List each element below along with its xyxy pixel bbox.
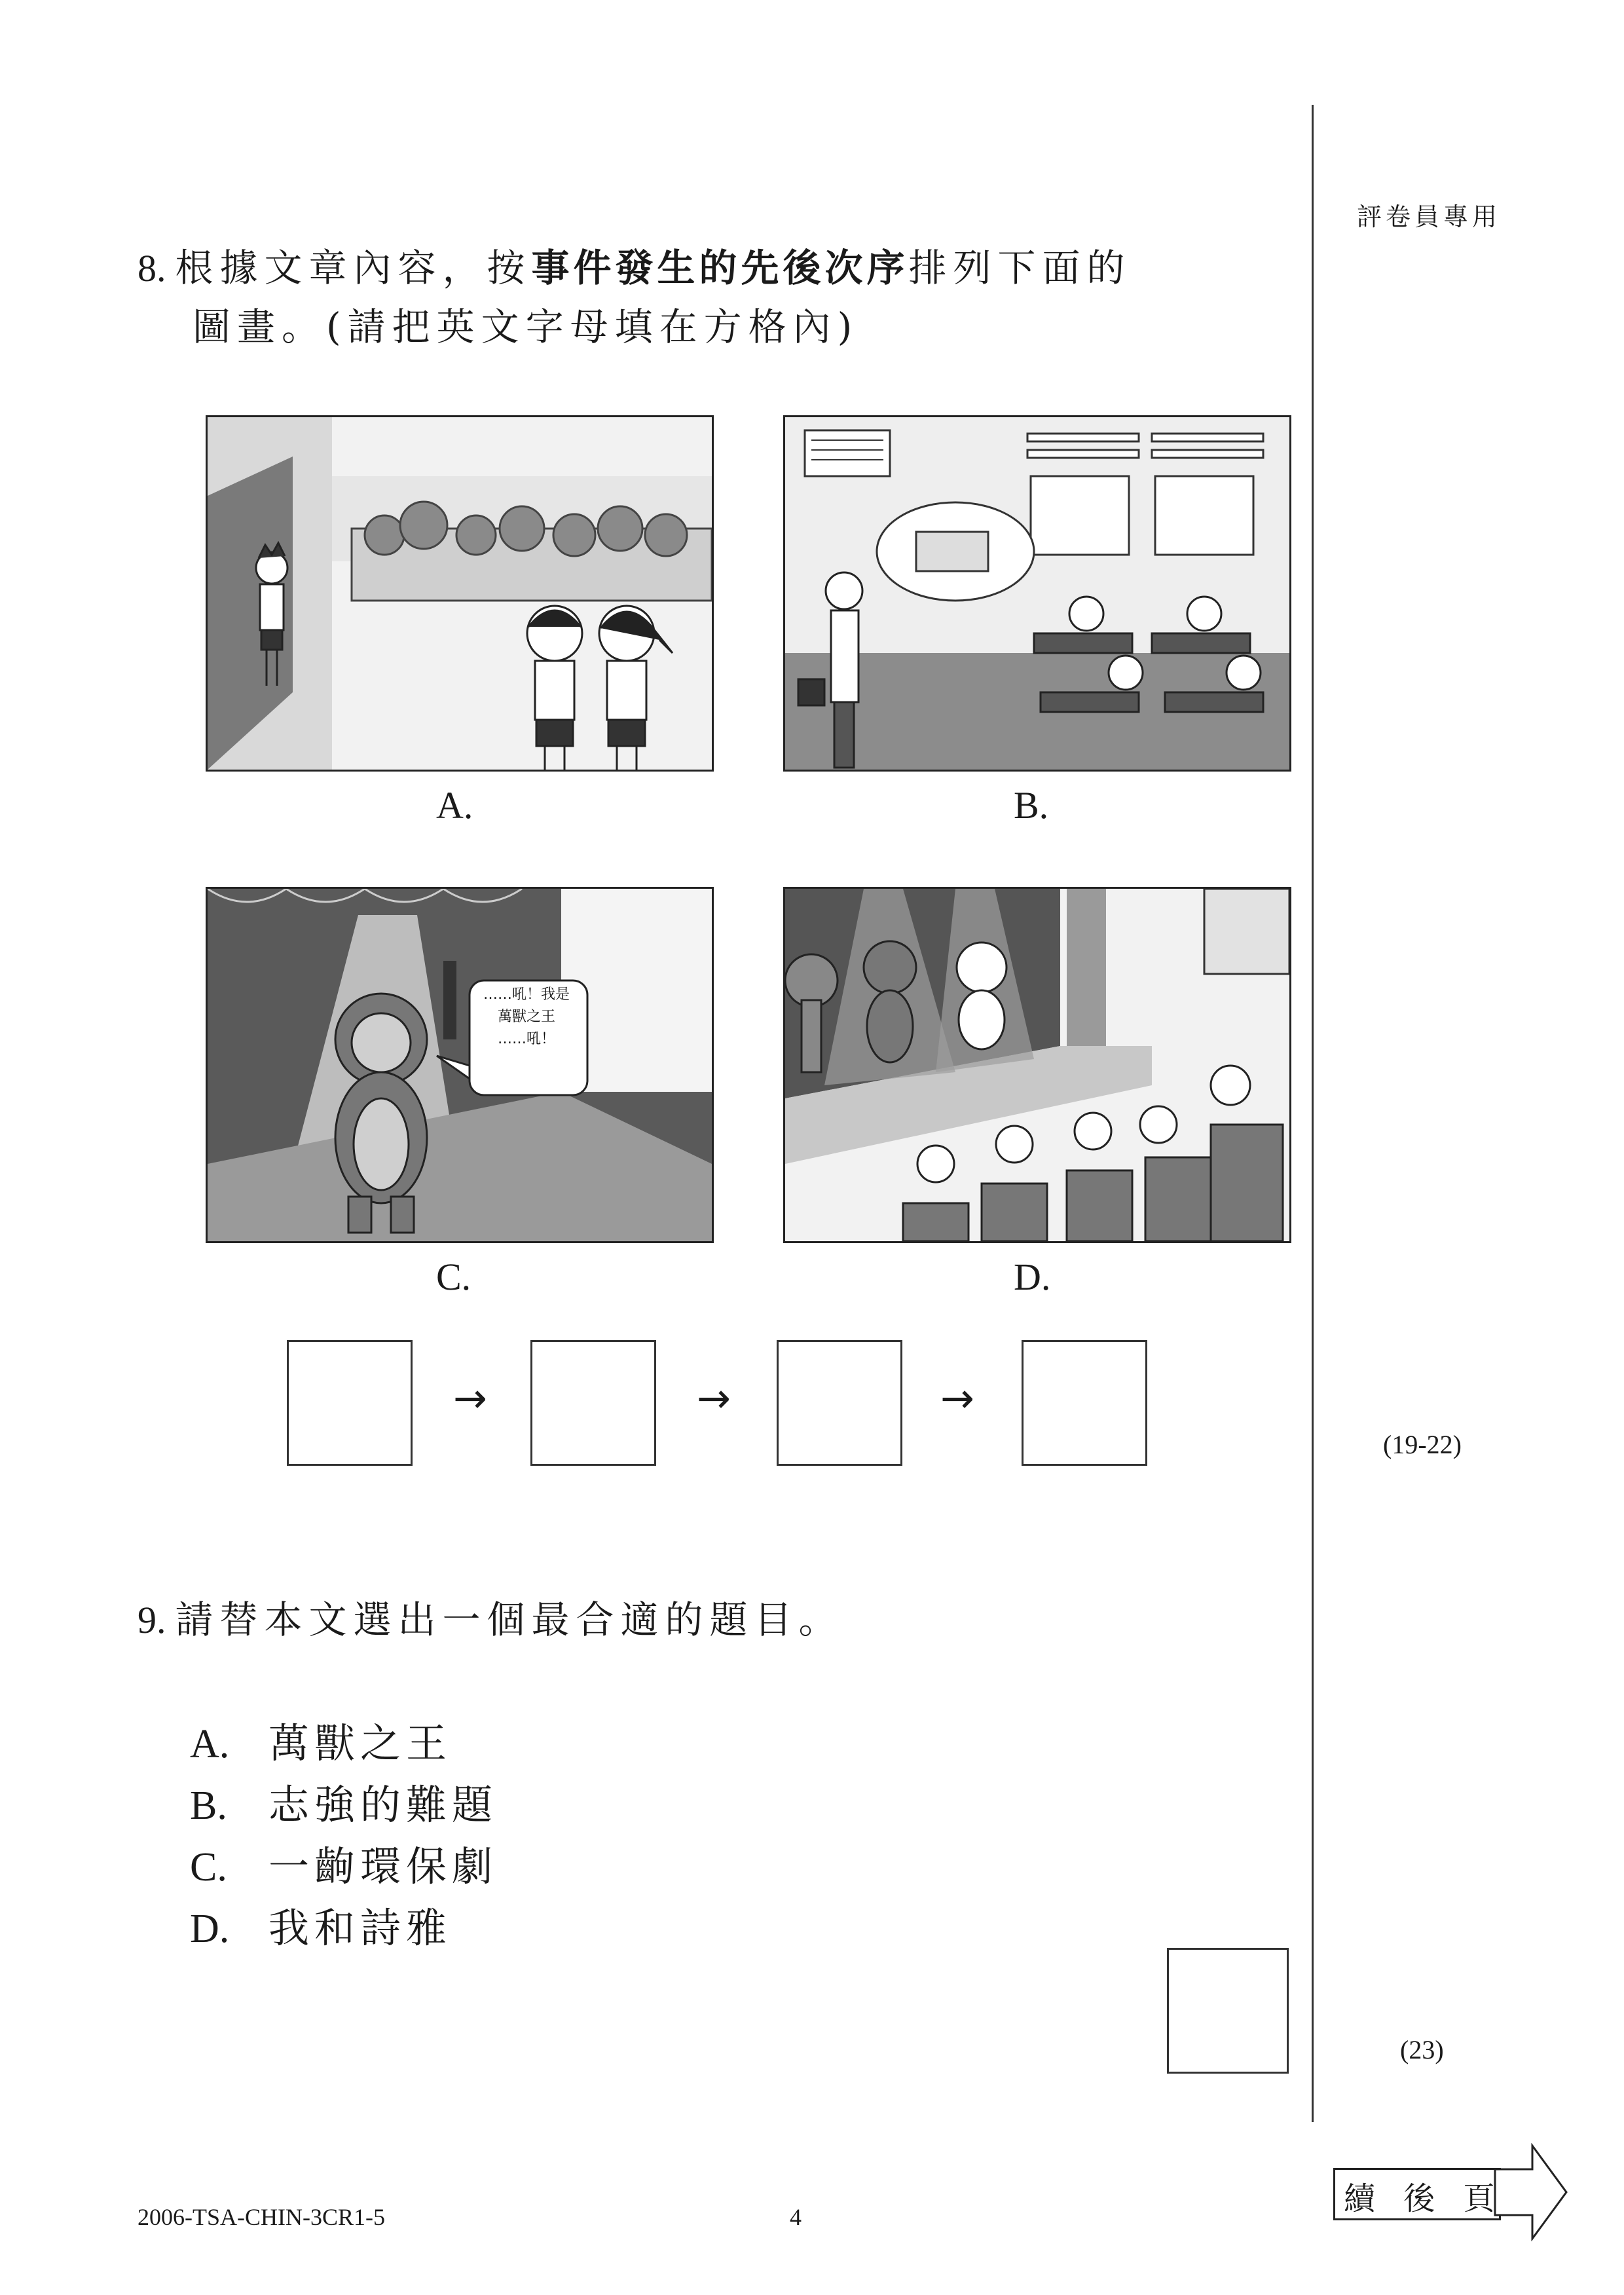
marker-column-divider	[1312, 105, 1314, 2122]
picture-d-label: D.	[1014, 1256, 1051, 1298]
picture-b	[783, 415, 1291, 772]
sequence-answer-box-1[interactable]	[287, 1340, 413, 1466]
option-b-text: 志強的難題	[268, 1781, 498, 1829]
question-8-text-post: 排列下面的	[908, 246, 1132, 290]
picture-b-label: B.	[1014, 784, 1049, 827]
question-8-text-pre: 根據文章內容，按	[175, 246, 532, 290]
continue-arrow-icon	[1493, 2143, 1572, 2241]
question-9-number: 9.	[138, 1599, 166, 1641]
sequence-arrow-3: →	[940, 1374, 974, 1422]
marker-only-label: 評卷員專用	[1357, 202, 1502, 231]
paper-code: 2006-TSA-CHIN-3CR1-5	[138, 2204, 385, 2230]
question-8-number: 8.	[138, 247, 166, 289]
page-number: 4	[790, 2204, 802, 2230]
option-d-text: 我和詩雅	[268, 1904, 452, 1952]
option-b-letter: B.	[190, 1783, 227, 1828]
picture-a	[206, 415, 714, 772]
option-c[interactable]	[190, 1834, 498, 1892]
question-8-line-1	[138, 241, 1132, 295]
question-9-answer-box[interactable]	[1167, 1948, 1289, 2074]
option-a[interactable]	[190, 1711, 452, 1769]
speech-line-3: ……吼！	[497, 1031, 555, 1047]
picture-c-label: C.	[436, 1256, 471, 1298]
speech-line-1: ……吼！我是	[483, 986, 570, 1003]
picture-a-illustration	[208, 417, 712, 770]
option-a-letter: A.	[190, 1722, 230, 1766]
speech-line-2: 萬獸之王	[497, 1009, 555, 1025]
picture-d	[783, 887, 1291, 1243]
score-range-q8: (19-22)	[1383, 1430, 1462, 1459]
option-b[interactable]	[190, 1772, 498, 1831]
sequence-answer-box-3[interactable]	[777, 1340, 902, 1466]
question-8-line-2: 圖畫。(請把英文字母填在方格內)	[193, 305, 859, 349]
picture-a-label: A.	[436, 784, 473, 827]
question-9-line	[138, 1593, 843, 1647]
continue-next-page-text: 續 後 頁	[1344, 2180, 1504, 2217]
sequence-arrow-1: →	[453, 1374, 487, 1422]
sequence-arrow-2: →	[697, 1374, 731, 1422]
option-d-letter: D.	[190, 1907, 230, 1951]
sequence-answer-box-4[interactable]	[1022, 1340, 1147, 1466]
picture-c-illustration	[208, 889, 712, 1241]
sequence-answer-box-2[interactable]	[530, 1340, 656, 1466]
picture-d-illustration	[785, 889, 1289, 1241]
picture-b-illustration	[785, 417, 1289, 770]
picture-c	[206, 887, 714, 1243]
lion-speech-bubble	[481, 984, 572, 1051]
question-9-text: 請替本文選出一個最合適的題目。	[175, 1597, 843, 1642]
score-range-q9: (23)	[1400, 2035, 1444, 2064]
question-8-emphasis: 事件發生的先後次序	[531, 246, 909, 290]
option-d[interactable]	[190, 1895, 452, 1954]
option-c-text: 一齣環保劇	[268, 1842, 498, 1890]
option-c-letter: C.	[190, 1845, 227, 1890]
option-a-text: 萬獸之王	[268, 1719, 452, 1767]
